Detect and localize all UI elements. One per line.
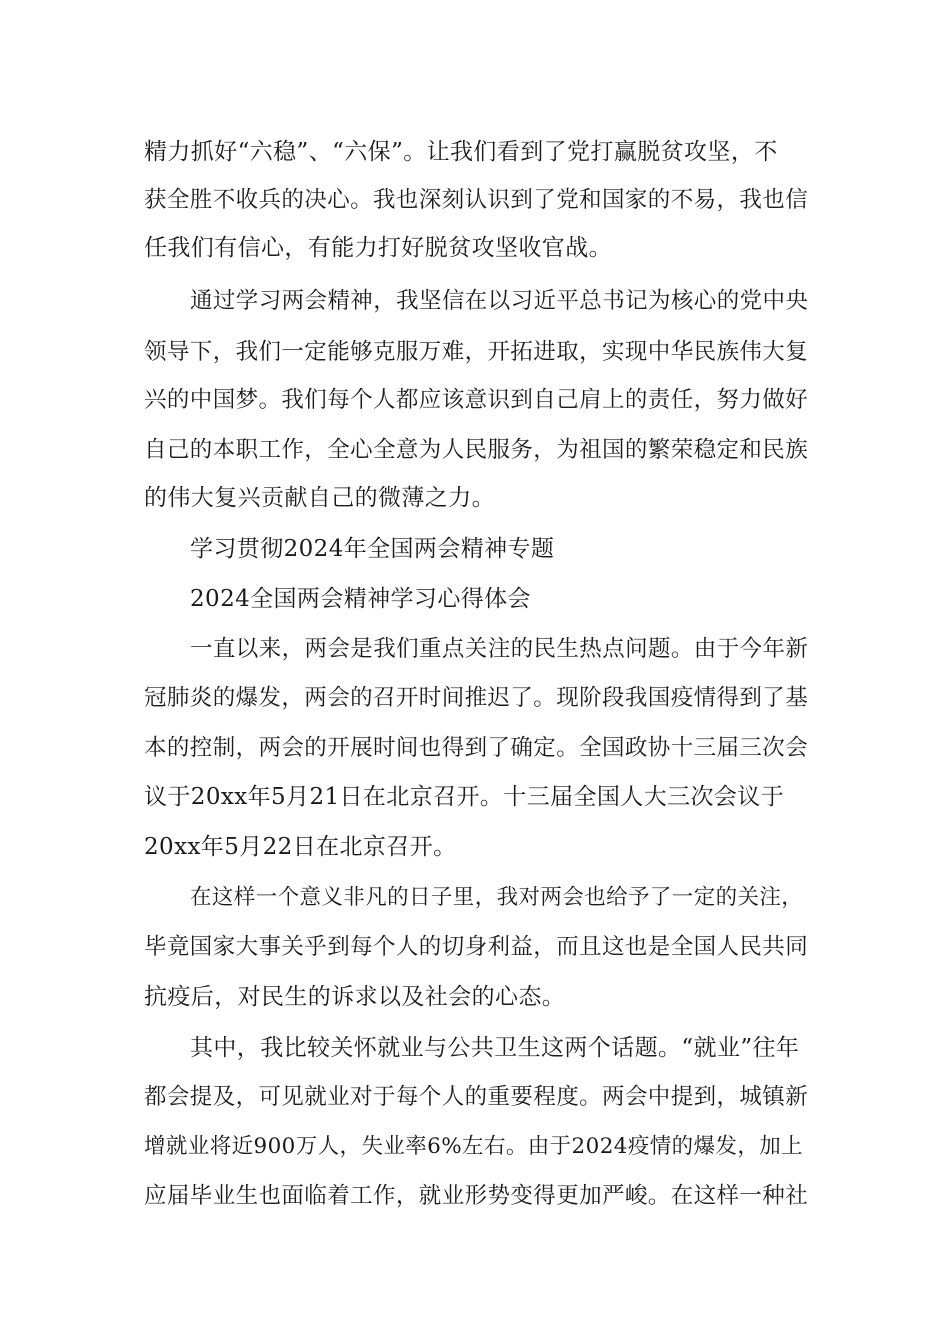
text-line: 毕竟国家大事关乎到每个人的切身利益，而且这也是全国人民共同: [144, 934, 809, 960]
text-line: 议于20xx年5月21日在北京召开。十三届全国人大三次会议于: [144, 784, 785, 810]
text-line: 都会提及，可见就业对于每个人的重要程度。两会中提到，城镇新: [144, 1084, 809, 1110]
text-line: 精力抓好“六稳”、“六保”。让我们看到了党打赢脱贫攻坚，不: [144, 139, 778, 165]
text-line: 增就业将近900万人，失业率6%左右。由于2024疫情的爆发，加上: [144, 1134, 804, 1159]
text-line: 冠肺炎的爆发，两会的召开时间推迟了。现阶段我国疫情得到了基: [144, 685, 809, 711]
text-line: 20xx年5月22日在北京召开。: [144, 834, 457, 860]
text-line: 自己的本职工作，全心全意为人民服务，为祖国的繁荣稳定和民族: [144, 437, 809, 463]
paragraph-first-line: 在这样一个意义非凡的日子里，我对两会也给予了一定的关注，: [190, 885, 804, 910]
text-line: 获全胜不收兵的决心。我也深刻认识到了党和国家的不易，我也信: [144, 187, 809, 213]
text-line: 抗疫后，对民生的诉求以及社会的心态。: [144, 984, 566, 1010]
text-line: 本的控制，两会的开展时间也得到了确定。全国政协十三届三次会: [144, 735, 809, 761]
paragraph-first-line: 其中，我比较关怀就业与公共卫生这两个话题。“就业”往年: [190, 1035, 800, 1061]
text-line: 的伟大复兴贡献自己的微薄之力。: [144, 485, 495, 511]
text-line: 兴的中国梦。我们每个人都应该意识到自己肩上的责任，努力做好: [144, 387, 809, 413]
paragraph-first-line: 一直以来，两会是我们重点关注的民生热点问题。由于今年新: [190, 636, 809, 662]
section-heading: 学习贯彻2024年全国两会精神专题: [190, 536, 555, 562]
text-line: 任我们有信心，有能力打好脱贫攻坚收官战。: [144, 235, 612, 261]
article-title: 2024全国两会精神学习心得体会: [190, 586, 531, 612]
text-line: 领导下，我们一定能够克服万难，开拓进取，实现中华民族伟大复: [144, 339, 809, 365]
paragraph-first-line: 通过学习两会精神，我坚信在以习近平总书记为核心的党中央: [190, 288, 809, 314]
text-line: 应届毕业生也面临着工作，就业形势变得更加严峻。在这样一种社: [144, 1183, 809, 1209]
